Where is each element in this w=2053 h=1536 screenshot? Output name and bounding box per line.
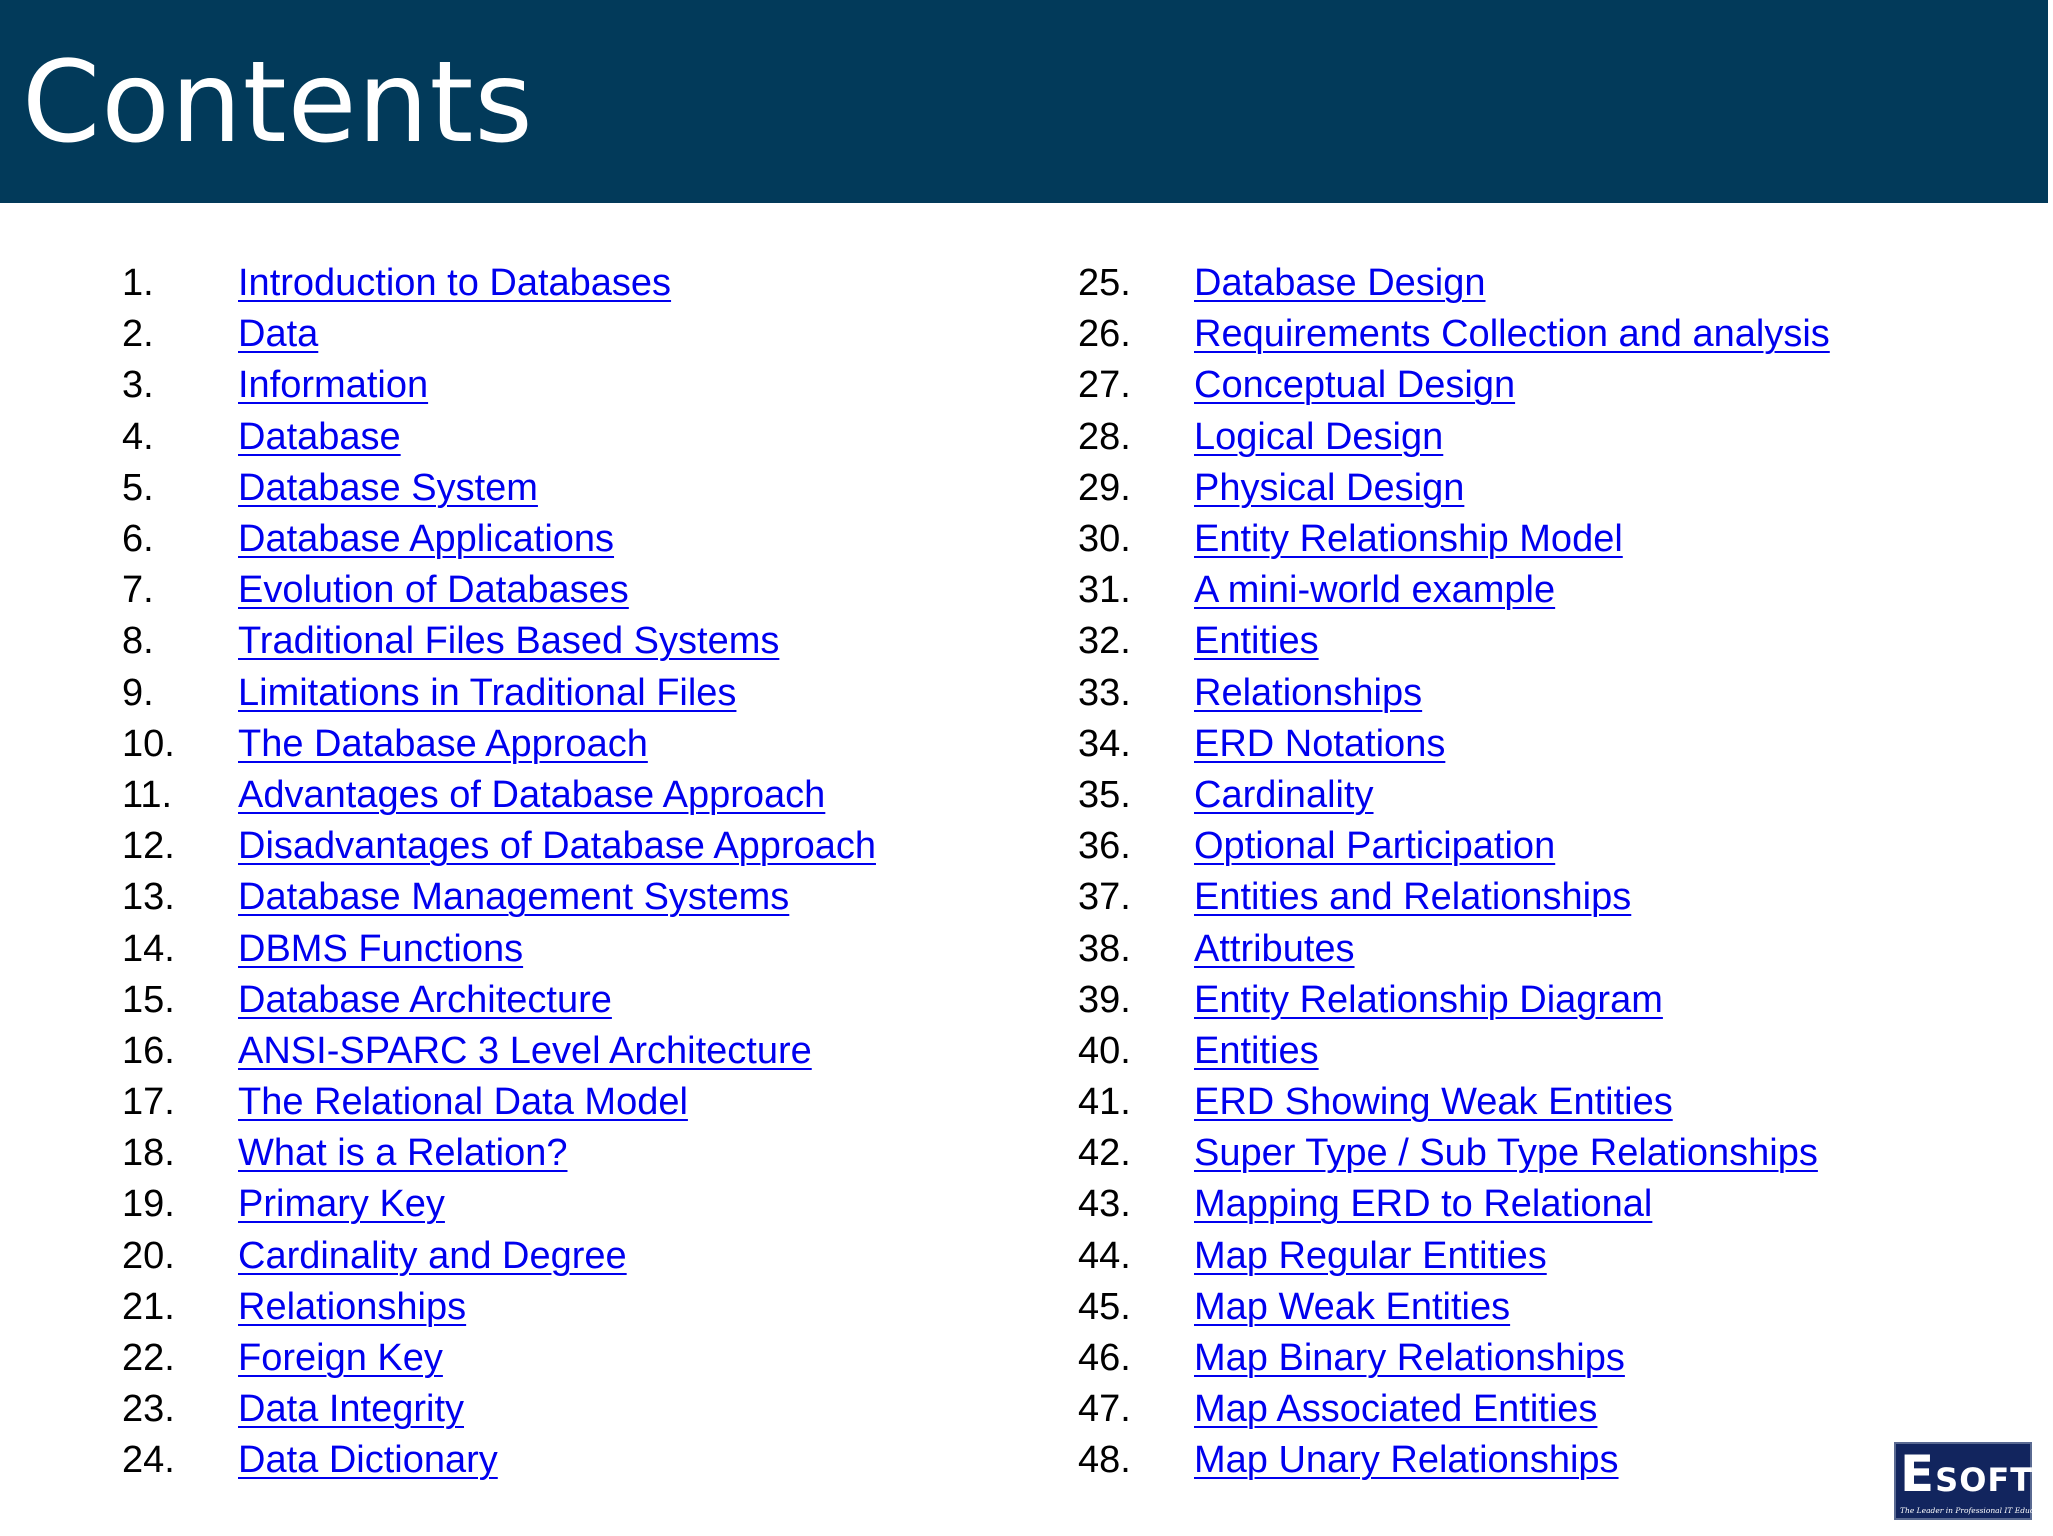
toc-item [122, 616, 876, 667]
toc-item-link[interactable]: Relationships [1194, 671, 1423, 714]
toc-item-link[interactable]: Database Management Systems [238, 876, 790, 919]
toc-item-number: 42. [1078, 1132, 1131, 1175]
toc-item-number: 16. [122, 1029, 175, 1072]
toc-item [122, 770, 876, 821]
toc-item-number: 32. [1078, 620, 1131, 663]
toc-item [122, 1179, 876, 1230]
toc-item-link[interactable]: ERD Notations [1194, 722, 1446, 765]
toc-item-link[interactable]: Conceptual Design [1194, 364, 1516, 407]
toc-item-number: 14. [122, 927, 175, 970]
toc-item-link[interactable]: Evolution of Databases [238, 569, 629, 612]
toc-item-link[interactable]: Entities [1194, 620, 1319, 663]
toc-item [1078, 1282, 1830, 1333]
toc-item [1078, 309, 1830, 360]
toc-item-number: 36. [1078, 825, 1131, 868]
toc-item-link[interactable]: Advantages of Database Approach [238, 773, 826, 816]
page-title: Contents [22, 38, 534, 168]
toc-item-link[interactable]: Traditional Files Based Systems [238, 620, 780, 663]
toc-item [122, 1231, 876, 1282]
toc-item [122, 463, 876, 514]
toc-item-number: 38. [1078, 927, 1131, 970]
toc-item-link[interactable]: Relationships [238, 1285, 467, 1328]
toc-item-link[interactable]: Map Binary Relationships [1194, 1337, 1625, 1380]
toc-item-link[interactable]: Data [238, 313, 319, 356]
toc-item-number: 39. [1078, 978, 1131, 1021]
toc-item [1078, 719, 1830, 770]
toc-item [122, 258, 876, 309]
toc-item-number: 24. [122, 1439, 175, 1482]
toc-item [1078, 1333, 1830, 1384]
toc-item [1078, 514, 1830, 565]
toc-item-link[interactable]: Entity Relationship Diagram [1194, 978, 1663, 1021]
toc-item [1078, 1128, 1830, 1179]
toc-item-number: 6. [122, 518, 154, 561]
toc-item-number: 26. [1078, 313, 1131, 356]
toc-item-number: 15. [122, 978, 175, 1021]
toc-item-number: 45. [1078, 1285, 1131, 1328]
toc-item-number: 28. [1078, 415, 1131, 458]
toc-item [122, 1128, 876, 1179]
toc-item [122, 412, 876, 463]
toc-item-link[interactable]: Introduction to Databases [238, 262, 672, 305]
toc-item-link[interactable]: Cardinality [1194, 773, 1374, 816]
toc-item-number: 44. [1078, 1234, 1131, 1277]
toc-item [1078, 1231, 1830, 1282]
toc-item [1078, 1077, 1830, 1128]
toc-item-link[interactable]: ANSI-SPARC 3 Level Architecture [238, 1029, 812, 1072]
toc-item-link[interactable]: Database [238, 415, 401, 458]
toc-item [122, 872, 876, 923]
toc-item-number: 48. [1078, 1439, 1131, 1482]
toc-item-link[interactable]: Map Unary Relationships [1194, 1439, 1619, 1482]
toc-item [1078, 923, 1830, 974]
toc-item-number: 19. [122, 1183, 175, 1226]
toc-item-link[interactable]: Mapping ERD to Relational [1194, 1183, 1653, 1226]
toc-item-number: 40. [1078, 1029, 1131, 1072]
toc-item-link[interactable]: Database Architecture [238, 978, 612, 1021]
logo-tagline: The Leader in Professional IT Education [1900, 1506, 2053, 1515]
toc-item-number: 1. [122, 262, 154, 305]
toc-item-link[interactable]: Entities and Relationships [1194, 876, 1632, 919]
toc-item [1078, 975, 1830, 1026]
toc-item [122, 360, 876, 411]
toc-item [1078, 1384, 1830, 1435]
toc-item-number: 3. [122, 364, 154, 407]
toc-item-number: 5. [122, 466, 154, 509]
toc-item-link[interactable]: Entity Relationship Model [1194, 518, 1623, 561]
toc-item-number: 25. [1078, 262, 1131, 305]
toc-item [1078, 616, 1830, 667]
toc-item-number: 11. [122, 773, 173, 816]
toc-item-number: 12. [122, 825, 175, 868]
toc-item-number: 41. [1078, 1081, 1131, 1124]
toc-item-link[interactable]: Database Design [1194, 262, 1486, 305]
toc-item [122, 821, 876, 872]
toc-item-link[interactable]: Entities [1194, 1029, 1319, 1072]
toc-item [1078, 360, 1830, 411]
toc-item [1078, 565, 1830, 616]
toc-item-number: 46. [1078, 1337, 1131, 1380]
toc-item-number: 43. [1078, 1183, 1131, 1226]
toc-item-link[interactable]: DBMS Functions [238, 927, 524, 970]
toc-item [122, 1282, 876, 1333]
toc-item-number: 35. [1078, 773, 1131, 816]
toc-item-number: 23. [122, 1388, 175, 1431]
toc-item [122, 1384, 876, 1435]
toc-item [1078, 668, 1830, 719]
toc-item-link[interactable]: Cardinality and Degree [238, 1234, 627, 1277]
toc-item-link[interactable]: Data Dictionary [238, 1439, 498, 1482]
toc-item [1078, 463, 1830, 514]
toc-item-link[interactable]: Requirements Collection and analysis [1194, 313, 1830, 356]
toc-item-link[interactable]: A mini-world example [1194, 569, 1556, 612]
toc-item-link[interactable]: Data Integrity [238, 1388, 464, 1431]
toc-item [122, 1026, 876, 1077]
toc-column-right [1078, 258, 1830, 1487]
toc-item-link[interactable]: Map Weak Entities [1194, 1285, 1511, 1328]
toc-item-link[interactable]: Foreign Key [238, 1337, 443, 1380]
toc-item [1078, 770, 1830, 821]
toc-item [122, 1077, 876, 1128]
toc-item-number: 13. [122, 876, 175, 919]
toc-item-number: 9. [122, 671, 154, 714]
toc-item-number: 4. [122, 415, 154, 458]
toc-item-number: 8. [122, 620, 154, 663]
toc-item [1078, 872, 1830, 923]
toc-item [122, 923, 876, 974]
toc-item [122, 514, 876, 565]
toc-item [122, 309, 876, 360]
esoft-logo [1894, 1442, 2053, 1520]
toc-column-left [122, 258, 876, 1487]
toc-item-number: 18. [122, 1132, 175, 1175]
toc-item-link[interactable]: Database Applications [238, 518, 615, 561]
toc-item-link[interactable]: Disadvantages of Database Approach [238, 825, 876, 868]
logo-initial: E [1900, 1445, 1936, 1503]
toc-item-link[interactable]: Attributes [1194, 927, 1355, 970]
toc-item [122, 565, 876, 616]
toc-item-link[interactable]: The Database Approach [238, 722, 648, 765]
toc-item-link[interactable]: The Relational Data Model [238, 1081, 688, 1124]
toc-item-number: 22. [122, 1337, 175, 1380]
toc-item [1078, 258, 1830, 309]
toc-item [122, 668, 876, 719]
toc-item-link[interactable]: Map Regular Entities [1194, 1234, 1547, 1277]
toc-item-number: 17. [122, 1081, 175, 1124]
toc-item-number: 31. [1078, 569, 1131, 612]
toc-item-number: 47. [1078, 1388, 1131, 1431]
toc-item-link[interactable]: Limitations in Traditional Files [238, 671, 737, 714]
toc-item [122, 1435, 876, 1486]
toc-item-link[interactable]: Super Type / Sub Type Relationships [1194, 1132, 1818, 1175]
toc-item-link[interactable]: Physical Design [1194, 466, 1465, 509]
toc-item-number: 34. [1078, 722, 1131, 765]
toc-item-link[interactable]: Logical Design [1194, 415, 1444, 458]
title-bar [0, 0, 2048, 203]
logo-wordmark: SOFT [1935, 1461, 2034, 1499]
toc-item-number: 7. [122, 569, 154, 612]
toc-item [1078, 1435, 1830, 1486]
toc-item-number: 29. [1078, 466, 1131, 509]
toc-item-number: 33. [1078, 671, 1131, 714]
toc-item-number: 21. [122, 1285, 175, 1328]
toc-item-link[interactable]: Information [238, 364, 429, 407]
toc-item-number: 2. [122, 313, 154, 356]
toc-item-number: 30. [1078, 518, 1131, 561]
toc-item [1078, 412, 1830, 463]
toc-item [122, 1333, 876, 1384]
toc-item-number: 20. [122, 1234, 175, 1277]
toc-item-link[interactable]: Primary Key [238, 1183, 445, 1226]
toc-item [1078, 821, 1830, 872]
toc-item [122, 719, 876, 770]
toc-item-link[interactable]: ERD Showing Weak Entities [1194, 1081, 1673, 1124]
toc-item-number: 27. [1078, 364, 1131, 407]
toc-item [122, 975, 876, 1026]
toc-item-number: 37. [1078, 876, 1131, 919]
toc-item [1078, 1026, 1830, 1077]
toc-item-link[interactable]: Optional Participation [1194, 825, 1556, 868]
toc-item [1078, 1179, 1830, 1230]
toc-item-number: 10. [122, 722, 175, 765]
toc-item-link[interactable]: Database System [238, 466, 538, 509]
toc-item-link[interactable]: What is a Relation? [238, 1132, 568, 1175]
toc-item-link[interactable]: Map Associated Entities [1194, 1388, 1598, 1431]
